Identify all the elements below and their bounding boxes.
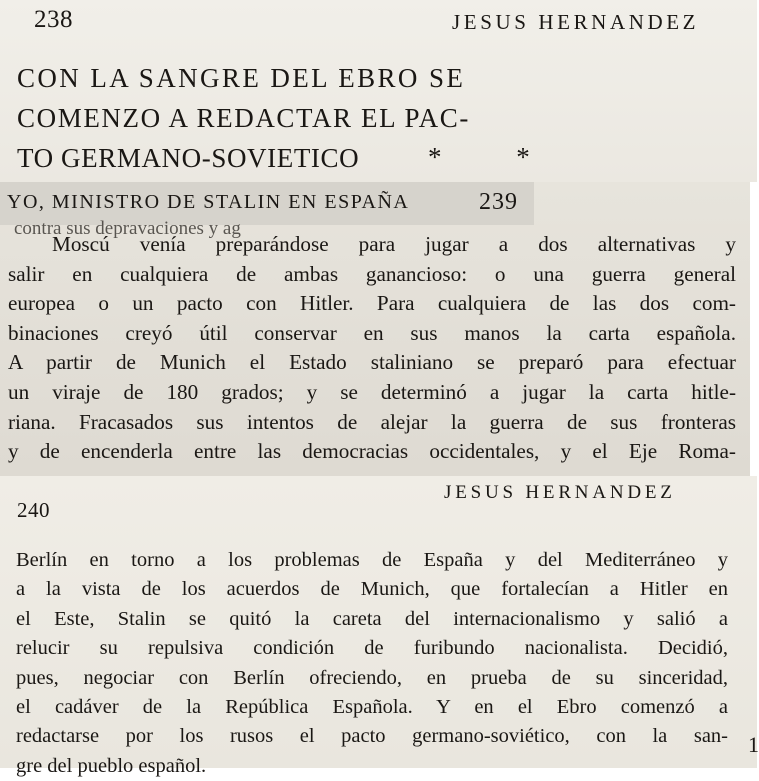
text-line: un viraje de 180 grados; y se determinó a jugar la carta hitle- (8, 379, 736, 404)
text-line: y de encenderla entre las democracias occidentales, y el Eje Roma- (8, 439, 736, 464)
text-line: Moscú venía preparándose para jugar a dos alternativas y (52, 232, 736, 256)
text-line: salir en cualquiera de ambas ganancioso: o una guerra general (8, 261, 736, 286)
text-line: el cadáver de la República Española. Y en el Ebro comenzó a (16, 696, 728, 719)
cut-off-line: contra sus depravaciones y ag (14, 218, 241, 239)
page-240-excerpt (0, 476, 759, 777)
page-number: 240 (17, 498, 50, 522)
text-line: relucir su repulsiva condición de furibundo nacionalista. Decidió, (16, 637, 728, 660)
text-line: binaciones creyó útil conservar en sus manos la carta española. (8, 320, 736, 345)
text-line: A partir de Munich el Estado staliniano se preparó para efectuar (8, 350, 736, 375)
text-line: riana. Fracasados sus intentos de alejar la guerra de sus fronteras (8, 409, 736, 434)
chapter-title-line: TO GERMANO-SOVIETICO (17, 143, 360, 173)
text-line: el Este, Stalin se quitó la careta del internacionalismo y salió a (16, 607, 728, 630)
chapter-title-line: CON LA SANGRE DEL EBRO SE (17, 63, 466, 93)
text-line: pues, negociar con Berlín ofreciendo, en prueba de su sinceridad, (16, 666, 728, 689)
page-239-excerpt (0, 182, 750, 476)
body-text (16, 546, 728, 781)
running-head-title: YO, MINISTRO DE STALIN EN ESPAÑA (7, 191, 410, 213)
page-238-excerpt (0, 0, 757, 182)
text-line: gre del pueblo español. (16, 754, 207, 777)
body-text (8, 230, 736, 467)
margin-mark: 1 (748, 732, 759, 757)
page-number: 238 (34, 6, 73, 33)
page-number: 239 (479, 189, 518, 215)
text-line: Berlín en torno a los problemas de España y del Mediterráneo y (16, 549, 728, 571)
text-line: redactarse por los rusos el pacto germano-soviético, con la san- (16, 725, 728, 748)
running-head-author: JESUS HERNANDEZ (452, 10, 700, 34)
chapter-title-line: COMENZO A REDACTAR EL PAC- (17, 103, 470, 133)
text-line: europea o un pacto con Hitler. Para cualquiera de las dos com- (8, 291, 736, 316)
text-line: a la vista de los acuerdos de Munich, que fortalecían a Hitler en (16, 578, 728, 601)
section-ornament: * * (428, 142, 564, 172)
running-head-author: JESUS HERNANDEZ (444, 482, 676, 503)
